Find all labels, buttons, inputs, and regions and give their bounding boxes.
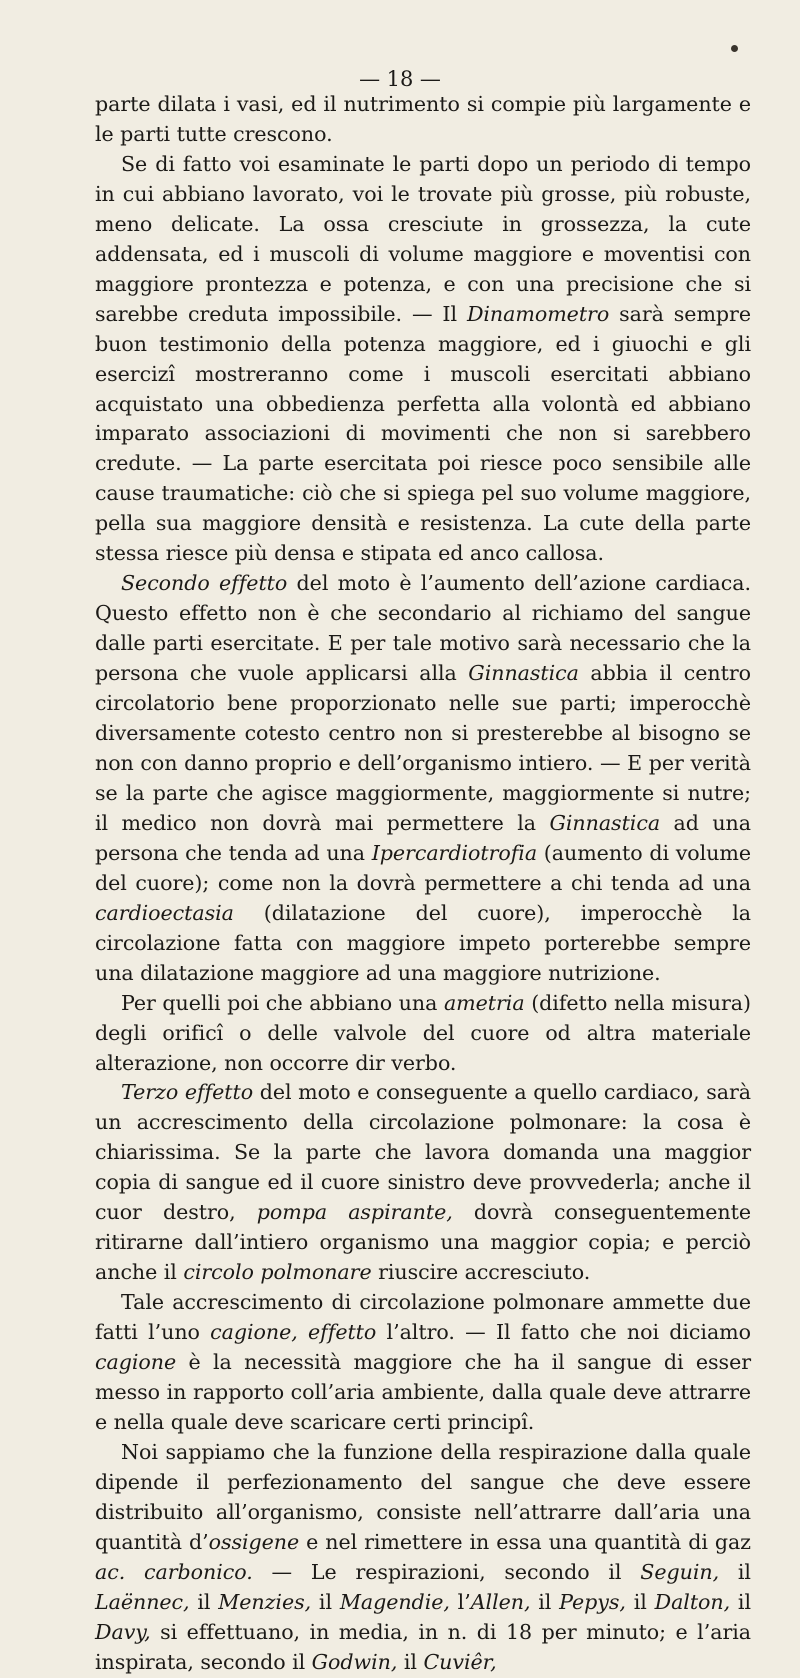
italic-term: cagione	[95, 1350, 177, 1375]
paragraph-p3	[95, 569, 751, 988]
italic-term: Pepys,	[559, 1589, 626, 1614]
italic-term: Menzies,	[218, 1589, 312, 1614]
italic-term: Laënnec,	[95, 1589, 190, 1614]
text-run: il	[625, 1589, 655, 1614]
text-run: (difetto nella misura) degli orificî o delle valvole del cuore od altra materiale alterazione, non occorre dir verbo.	[95, 990, 751, 1075]
italic-term: Dinamometro	[466, 301, 610, 326]
italic-term: ac. carbonico.	[95, 1559, 253, 1584]
text-run: riuscire accresciuto.	[371, 1260, 591, 1285]
text-run: abbia il centro circolatorio bene proporzionato nelle sue parti; imperocchè diversamente cotesto centro non si presterebbe al bisogno se non con danno proprio e dell’organismo intiero. — E per verità se la parte che agisce maggiormente, maggiormente si nutre; il medico non dovrà mai permettere la	[95, 661, 751, 835]
italic-term: Ipercardiotrofia	[371, 840, 538, 865]
text-run: il	[530, 1589, 560, 1614]
text-run: dovrà conseguentemente ritirarne dall’intiero organismo una maggior copia; e perciò anche il	[95, 1200, 751, 1285]
italic-term: circolo polmonare	[183, 1260, 372, 1285]
text-run: (aumento di volume del cuore); come non la dovrà permettere a chi tenda ad una	[95, 840, 751, 895]
text-run: parte dilata i vasi, ed il nutrimento si compie più largamente e le parti tutte crescono.	[95, 92, 751, 146]
body-text	[95, 90, 751, 1678]
text-run: Noi sappiamo che la funzione della respirazione dalla quale dipende il perfezionamento del sangue che deve essere distribuito all’organismo, consiste nell’attrarre dall’aria una quantità d’	[95, 1439, 751, 1554]
italic-term: Godwin,	[311, 1649, 398, 1674]
paragraph-p4	[95, 989, 751, 1079]
text-run: si effettuano, in media, in n. di 18 per minuto; e l’aria inspirata, secondo il	[95, 1619, 751, 1674]
italic-term: Ginnastica	[549, 810, 661, 835]
italic-term: Terzo effetto	[121, 1080, 254, 1105]
text-run: — Le respirazioni, secondo il	[252, 1559, 641, 1584]
italic-term: pompa aspirante,	[256, 1200, 453, 1225]
text-run: il	[730, 1589, 751, 1614]
italic-term: Cuviêr,	[423, 1649, 497, 1674]
italic-term: cagione, effetto	[210, 1320, 377, 1345]
paragraph-p1	[95, 90, 751, 150]
text-run: del moto e conseguente a quello cardiaco, sarà un accrescimento della circolazione polmonare: la cosa è chiarissima. Se la parte che lavora domanda una maggior copia di sangue ed il cuore sinistro deve provvederla; anche il cuor destro,	[95, 1080, 751, 1225]
italic-term: Ginnastica	[468, 661, 579, 686]
text-run: e nel rimettere in essa una quantità di gaz	[299, 1529, 751, 1554]
italic-term: ametria	[443, 990, 525, 1015]
paragraph-p5	[95, 1078, 751, 1288]
text-run: il	[397, 1649, 424, 1674]
paragraph-p2	[95, 150, 751, 569]
page-number: — 18 —	[359, 67, 441, 91]
text-run: (dilatazione del cuore), imperocchè la circolazione fatta con maggiore impeto porterebbe sempre una dilatazione maggiore ad una maggiore nutrizione.	[95, 900, 751, 985]
italic-term: ossigene	[208, 1529, 300, 1554]
italic-term: Allen,	[470, 1589, 531, 1614]
text-run: è la necessità maggiore che ha il sangue di esser messo in rapporto coll’aria ambiente, dalla quale deve attrarre e nella quale deve scaricare certi principî.	[95, 1350, 751, 1434]
italic-term: Seguin,	[640, 1559, 720, 1584]
italic-term: Secondo effetto	[121, 571, 288, 596]
text-run: Se di fatto voi esaminate le parti dopo un periodo di tempo in cui abbiano lavorato, voi le trovate più grosse, più robuste, meno delicate. La ossa cresciute in grossezza, la cute addensata, ed i muscoli di volume maggiore e moventisi con maggiore prontezza e potenza, e con una precisione che si sarebbe creduta impossibile. — Il	[95, 151, 751, 326]
text-run: del moto è l’aumento dell’azione cardiaca. Questo effetto non è che secondario al richiamo del sangue dalle parti esercitate. E per tale motivo sarà necessario che la persona che vuole applicarsi alla	[95, 571, 751, 686]
text-run: il	[311, 1589, 340, 1614]
italic-term: Davy,	[95, 1619, 151, 1644]
text-run: l’altro. — Il fatto che noi diciamo	[376, 1320, 752, 1345]
text-run: sarà sempre buon testimonio della potenza maggiore, ed i giuochi e gli esercizî mostreranno come i muscoli esercitati abbiano acquistato una obbedienza perfetta alla volontà ed abbiano imparato associazioni di movimenti che non si sarebbero credute. — La parte esercitata poi riesce poco sensibile alle cause traumatiche: ciò che si spiega pel suo volume maggiore, pella sua maggiore densità e resistenza. La cute della parte stessa riesce più densa e stipata ed anco callosa.	[95, 301, 751, 566]
italic-term: Magendie,	[339, 1589, 450, 1614]
text-run: l’	[449, 1589, 471, 1614]
paragraph-p6	[95, 1288, 751, 1438]
text-run: ad una persona che tenda ad una	[95, 810, 751, 865]
text-run: il	[719, 1559, 751, 1584]
ink-spot-icon	[731, 45, 738, 52]
text-run: il	[189, 1589, 219, 1614]
text-run: Per quelli poi che abbiano una	[121, 990, 444, 1015]
paragraph-p7	[95, 1438, 751, 1678]
text-run: Tale accrescimento di circolazione polmonare ammette due fatti l’uno	[95, 1290, 751, 1345]
italic-term: cardioectasia	[95, 900, 234, 925]
italic-term: Dalton,	[654, 1589, 731, 1614]
